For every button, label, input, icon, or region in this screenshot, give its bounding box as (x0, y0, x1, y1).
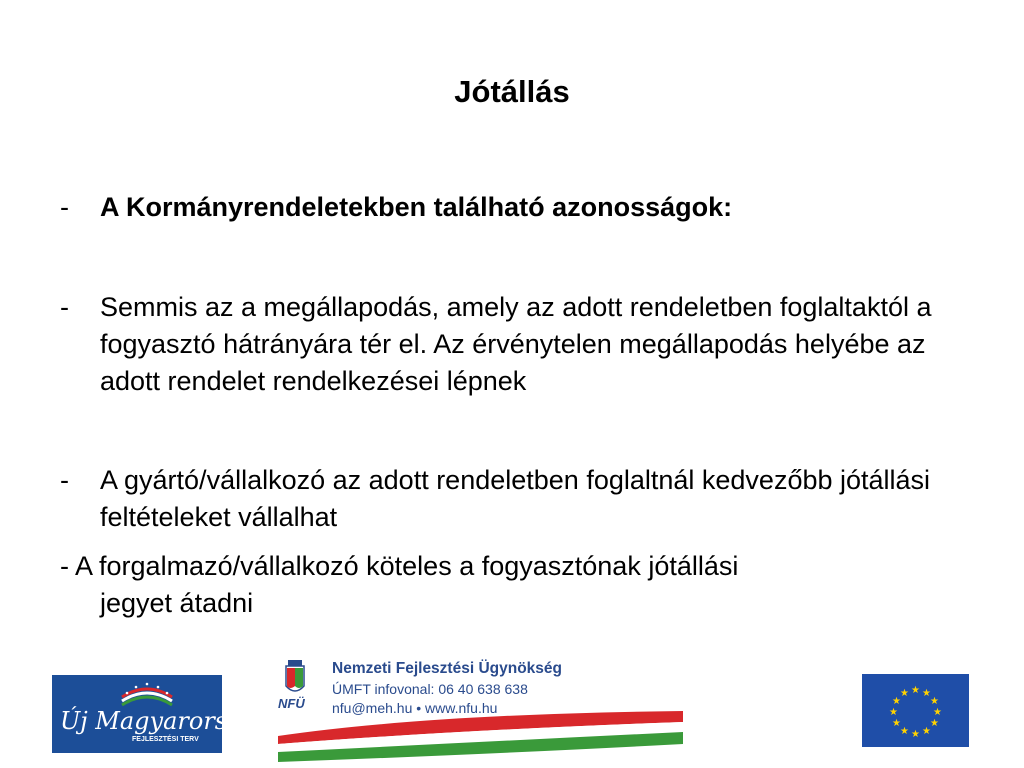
nfu-logo-phone: ÚMFT infovonal: 06 40 638 638 (332, 681, 528, 697)
uj-magyarorszag-logo-name: Új Magyarország (60, 707, 270, 735)
uj-magyarorszag-logo (52, 675, 270, 753)
svg-text:★: ★ (892, 718, 901, 729)
bullet-dash: - (60, 292, 69, 322)
svg-text:★: ★ (900, 726, 909, 737)
svg-text:★: ★ (922, 688, 931, 699)
svg-text:★: ★ (889, 707, 898, 718)
bullet-item (60, 289, 960, 400)
bullet-text-continuation: jegyet átadni (100, 588, 254, 618)
nfu-logo-contact: nfu@meh.hu • www.nfu.hu (332, 700, 498, 716)
bullet-text: - A forgalmazó/vállalkozó köteles a fogyasztónak jótállási (60, 551, 739, 581)
svg-text:★: ★ (930, 718, 939, 729)
bullet-dash: - (60, 192, 69, 222)
eu-flag-logo (862, 674, 969, 747)
uj-magyarorszag-logo-subtitle: FEJLESZTÉSI TERV (132, 736, 199, 743)
nfu-logo (278, 656, 688, 764)
svg-text:★: ★ (911, 685, 920, 696)
bullet-item (60, 462, 960, 536)
svg-text:★: ★ (933, 707, 942, 718)
bullet-text: Semmis az a megállapodás, amely az adott rendeletben foglaltaktól a fogyasztó hátrányára tér el. Az érvénytelen megállapodás helyébe az adott rendelet rendelkezései lépnek (100, 292, 932, 396)
eu-stars-icon (862, 674, 969, 747)
nfu-logo-abbr: NFÜ (278, 696, 305, 711)
nfu-logo-name: Nemzeti Fejlesztési Ügynökség (332, 660, 562, 677)
svg-text:★: ★ (930, 696, 939, 707)
bullet-text: A gyártó/vállalkozó az adott rendeletben foglaltnál kedvezőbb jótállási feltételeket vállalhat (100, 465, 931, 532)
bullet-item (60, 189, 960, 226)
bullet-heading: A Kormányrendeletekben található azonosságok: (100, 192, 733, 222)
bullet-item (60, 548, 960, 622)
uj-magyarorszag-emblem-icon (52, 675, 270, 753)
svg-text:★: ★ (900, 688, 909, 699)
svg-text:★: ★ (922, 726, 931, 737)
svg-text:★: ★ (911, 729, 920, 740)
bullet-dash: - (60, 465, 69, 495)
svg-text:★: ★ (892, 696, 901, 707)
slide-title: Jótállás (454, 74, 570, 109)
